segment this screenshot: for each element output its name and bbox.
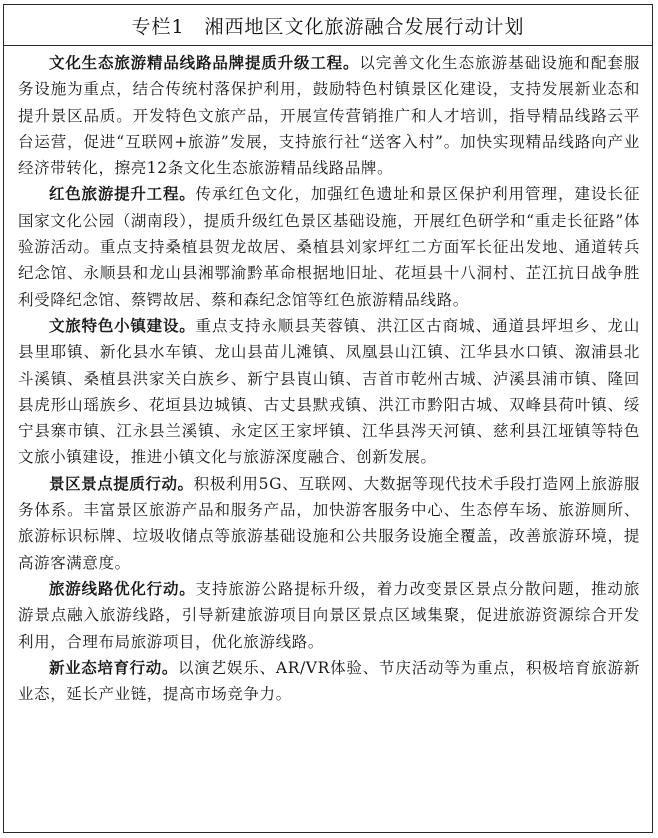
- box-content: [4, 46, 652, 707]
- section-heading: 景区景点提质行动。: [49, 474, 194, 493]
- section-body: 传承红色文化，加强红色遗址和景区保护利用管理，建设长征国家文化公园（湖南段），提质升级红色景区基础设施，开展红色研学和“重走长征路”体验游活动。重点支持桑植县贺龙故居、桑植县刘家坪红二方面军长征出发地、通道转兵纪念馆、永顺县和龙山县湘鄂渝黔革命根据地旧址、花垣县十八洞村、芷江抗日战争胜利受降纪念馆、蔡锷故居、蔡和森纪念馆等红色旅游精品线路。: [18, 185, 640, 309]
- section-red-tourism: [18, 181, 640, 312]
- section-new-formats: [18, 655, 640, 708]
- column-box: [3, 4, 653, 833]
- box-title: 专栏1 湘西地区文化旅游融合发展行动计划: [4, 5, 652, 46]
- section-heading: 文旅特色小镇建设。: [49, 316, 196, 335]
- section-body: 以完善文化生态旅游基础设施和配套服务设施为重点，结合传统村落保护利用，鼓励特色村镇景区化建设，支持发展新业态和提升景区品质。开发特色文旅产品，开展宣传营销推广和人才培训，指导精品线路云平台运营，促进“互联网+旅游”发展，支持旅行社“送客入村”。加快实现精品线路向产业经济带转化，擦亮12条文化生态旅游精品线路品牌。: [18, 54, 641, 178]
- section-feature-towns: [18, 313, 640, 471]
- section-heading: 红色旅游提升工程。: [49, 185, 196, 204]
- section-heading: 文化生态旅游精品线路品牌提质升级工程。: [49, 54, 360, 72]
- section-body: 以演艺娱乐、AR/VR体验、节庆活动等为重点，积极培育旅游新业态，延长产业链，提高市场竞争力。: [18, 658, 640, 704]
- section-culture-eco-routes: [18, 50, 640, 181]
- section-body: 积极利用5G、互联网、大数据等现代技术手段打造网上旅游服务体系。丰富景区旅游产品和服务产品，加快游客服务中心、生态停车场、旅游厕所、旅游标识标牌、垃圾收储点等旅游基础设施和公共服务设施全覆盖，改善旅游环境，提高游客满意度。: [18, 474, 640, 572]
- section-route-optimization: [18, 576, 640, 655]
- section-body: 重点支持永顺县芙蓉镇、洪江区古商城、通道县坪坦乡、龙山县里耶镇、新化县水车镇、龙山县苗儿滩镇、凤凰县山江镇、江华县水口镇、溆浦县北斗溪镇、桑植县洪家关白族乡、新宁县崀山镇、吉首市乾州古城、泸溪县浦市镇、隆回县虎形山瑶族乡、花垣县边城镇、古丈县默戎镇、洪江市黔阳古城、双峰县荷叶镇、绥宁县寨市镇、江永县兰溪镇、永定区王家坪镇、江华县涔天河镇、慈利县江垭镇等特色文旅小镇建设，推进小镇文化与旅游深度融合、创新发展。: [18, 316, 640, 467]
- section-body: 支持旅游公路提标升级，着力改变景区景点分散问题，推动旅游景点融入旅游线路，引导新建旅游项目向景区景点区域集聚，促进旅游资源综合开发利用，合理布局旅游项目，优化旅游线路。: [18, 579, 640, 651]
- section-scenic-upgrade: [18, 471, 640, 576]
- section-heading: 新业态培育行动。: [49, 658, 178, 677]
- section-heading: 旅游线路优化行动。: [49, 579, 196, 598]
